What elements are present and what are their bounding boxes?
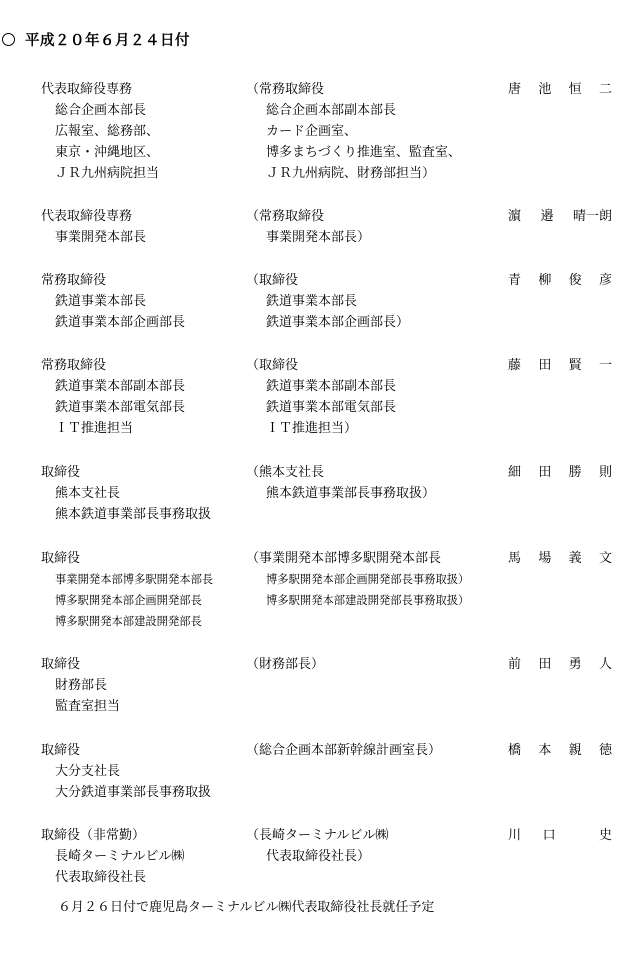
old-role: 事業開発本部長） bbox=[266, 230, 371, 245]
new-position bbox=[41, 206, 246, 248]
new-role: 財務部長 bbox=[55, 678, 108, 693]
new-role: 鉄道事業本部副本部長 bbox=[55, 379, 186, 394]
new-title: 取締役 bbox=[41, 657, 81, 672]
new-position bbox=[41, 462, 246, 525]
new-role: 大分鉄道事業部長事務取扱 bbox=[55, 785, 212, 800]
old-role: 博多駅開発本部建設開発部長事務取扱） bbox=[266, 594, 470, 607]
old-role: カード企画室、 bbox=[266, 124, 358, 139]
new-role: 事業開発本部博多駅開発本部長 bbox=[55, 573, 214, 586]
person-name: 前 田 勇 人 bbox=[508, 657, 612, 672]
new-title: 取締役（非常勤） bbox=[41, 828, 146, 843]
previous-position bbox=[246, 270, 511, 333]
old-title: （熊本支社長 bbox=[246, 465, 325, 480]
new-title: 代表取締役専務 bbox=[41, 209, 133, 224]
old-title: （常務取締役 bbox=[246, 82, 325, 97]
person-name: 川 口 史 bbox=[508, 828, 612, 843]
person-name: 唐 池 恒 二 bbox=[508, 82, 612, 97]
new-role: ＪＲ九州病院担当 bbox=[55, 166, 160, 181]
new-role: ＩＴ推進担当 bbox=[55, 421, 134, 436]
old-title: （事業開発本部博多駅開発本部長 bbox=[246, 551, 442, 566]
new-position bbox=[41, 654, 246, 717]
new-position bbox=[41, 79, 246, 184]
new-role: 熊本支社長 bbox=[55, 486, 121, 501]
new-role: 東京・沖縄地区、 bbox=[55, 145, 160, 160]
new-title: 常務取締役 bbox=[41, 273, 107, 288]
circle-bullet-icon bbox=[2, 33, 15, 46]
new-role: 長崎ターミナルビル㈱ bbox=[55, 849, 185, 864]
new-position bbox=[41, 740, 246, 803]
person-name: 青 柳 俊 彦 bbox=[508, 273, 612, 288]
previous-position bbox=[246, 206, 511, 248]
new-title: 取締役 bbox=[41, 551, 81, 566]
old-title: （財務部長） bbox=[246, 657, 325, 672]
previous-position bbox=[246, 740, 511, 761]
old-role: 鉄道事業本部企画部長） bbox=[266, 315, 410, 330]
old-role: 鉄道事業本部副本部長 bbox=[266, 379, 397, 394]
new-role: 広報室、総務部、 bbox=[55, 124, 160, 139]
new-role: 鉄道事業本部電気部長 bbox=[55, 400, 186, 415]
old-title: （長崎ターミナルビル㈱ bbox=[246, 828, 389, 843]
new-role: 鉄道事業本部企画部長 bbox=[55, 315, 186, 330]
old-title: （取締役 bbox=[246, 273, 299, 288]
new-role: 博多駅開発本部企画開発部長 bbox=[55, 594, 202, 607]
new-role: 博多駅開発本部建設開発部長 bbox=[55, 615, 202, 628]
old-role: 博多まちづくり推進室、監査室、 bbox=[266, 145, 461, 160]
new-role: 事業開発本部長 bbox=[55, 230, 147, 245]
person-name: 馬 場 義 文 bbox=[508, 551, 612, 566]
person-name: 濵 邉 晴一朗 bbox=[508, 209, 612, 224]
old-role: 博多駅開発本部企画開発部長事務取扱） bbox=[266, 573, 470, 586]
new-position bbox=[41, 355, 246, 439]
old-role: ＩＴ推進担当） bbox=[266, 421, 358, 436]
previous-position bbox=[246, 654, 511, 675]
heading-date: 平成２０年６月２４日付 bbox=[25, 32, 190, 49]
person-name: 細 田 勝 則 bbox=[508, 465, 612, 480]
new-title: 代表取締役専務 bbox=[41, 82, 133, 97]
new-role: 総合企画本部長 bbox=[55, 103, 147, 118]
old-role: 熊本鉄道事業部長事務取扱） bbox=[266, 486, 436, 501]
footnote: ６月２６日付で鹿児島ターミナルビル㈱代表取締役社長就任予定 bbox=[58, 900, 435, 915]
new-role: 鉄道事業本部長 bbox=[55, 294, 147, 309]
previous-position bbox=[246, 462, 511, 504]
new-role: 熊本鉄道事業部長事務取扱 bbox=[55, 507, 212, 522]
old-role: ＪＲ九州病院、財務部担当） bbox=[266, 166, 436, 181]
person-name: 橋 本 親 徳 bbox=[508, 743, 612, 758]
person-name: 藤 田 賢 一 bbox=[508, 358, 612, 373]
previous-position bbox=[246, 825, 511, 867]
new-position bbox=[41, 270, 246, 333]
new-role: 代表取締役社長 bbox=[55, 870, 147, 885]
previous-position bbox=[246, 79, 511, 184]
new-title: 常務取締役 bbox=[41, 358, 107, 373]
old-role: 鉄道事業本部長 bbox=[266, 294, 358, 309]
previous-position bbox=[246, 355, 511, 439]
old-title: （取締役 bbox=[246, 358, 299, 373]
new-role: 監査室担当 bbox=[55, 699, 121, 714]
new-title: 取締役 bbox=[41, 743, 81, 758]
new-position bbox=[41, 825, 246, 888]
old-title: （常務取締役 bbox=[246, 209, 325, 224]
previous-position bbox=[246, 548, 511, 611]
new-title: 取締役 bbox=[41, 465, 81, 480]
old-role: 代表取締役社長） bbox=[266, 849, 371, 864]
old-role: 鉄道事業本部電気部長 bbox=[266, 400, 397, 415]
new-position bbox=[41, 548, 246, 632]
new-role: 大分支社長 bbox=[55, 764, 121, 779]
document-heading bbox=[2, 27, 190, 51]
old-title: （総合企画本部新幹線計画室長） bbox=[246, 743, 442, 758]
old-role: 総合企画本部副本部長 bbox=[266, 103, 397, 118]
